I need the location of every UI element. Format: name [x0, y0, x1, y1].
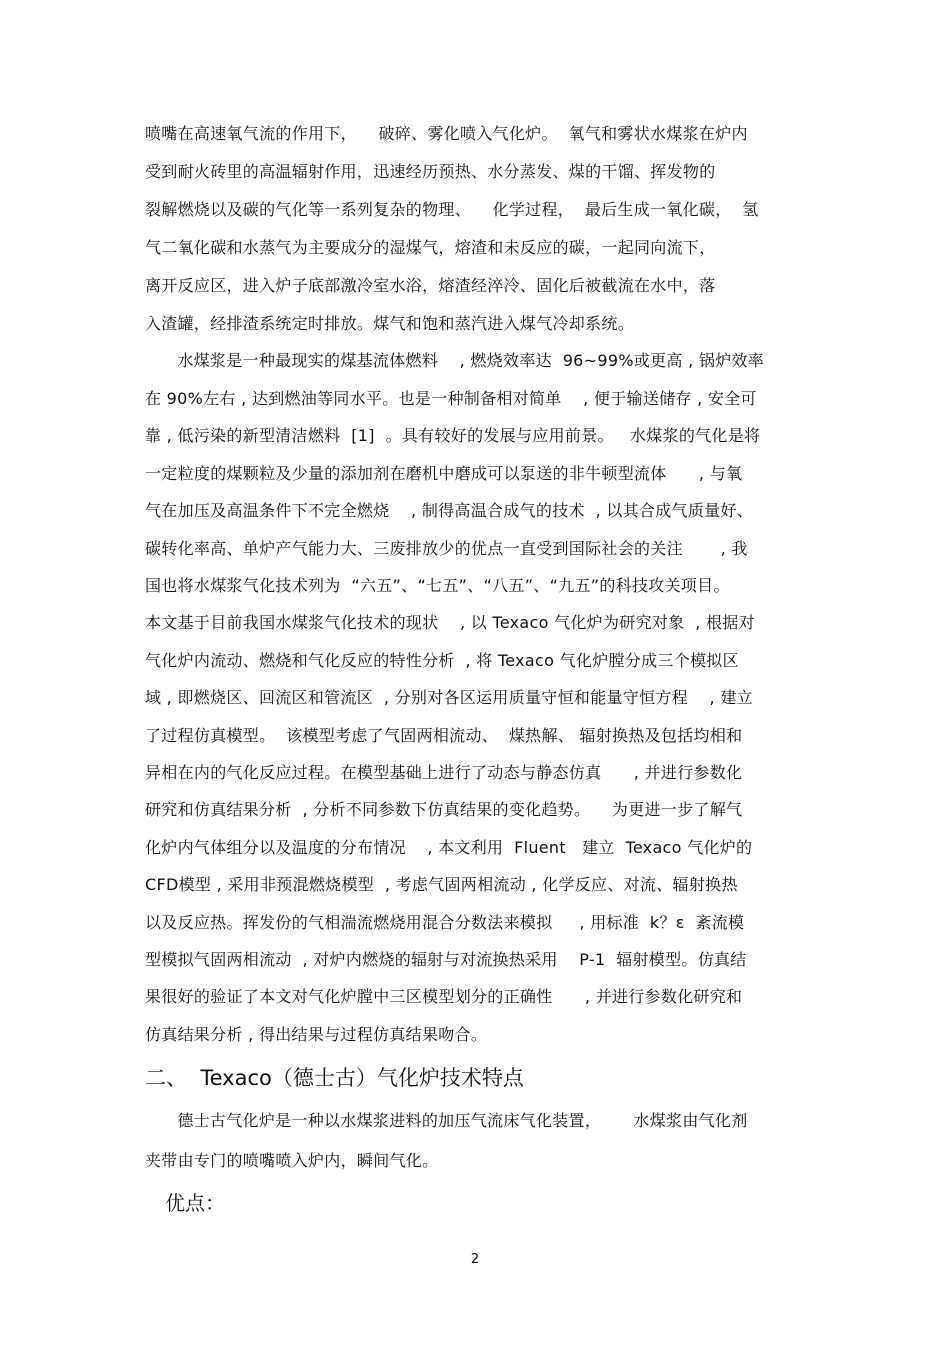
text-line: 喷嘴在高速氧气流的作用下， 破碎、雾化喷入气化炉。 氧气和雾状水煤浆在炉内: [145, 124, 748, 143]
text-line: 靠 , 低污染的新型清洁燃料 [1] 。具有较好的发展与应用前景。 水煤浆的气化是将: [145, 426, 761, 445]
text-line: 气二氧化碳和水蒸气为主要成分的湿煤气，熔渣和未反应的碳，一起同向流下，: [145, 238, 716, 257]
text-line: 域 , 即燃烧区、回流区和管流区 , 分别对各区运用质量守恒和能量守恒方程 , 建立: [145, 688, 753, 707]
advantages-label: 优点：: [165, 1191, 225, 1215]
text-line: 水煤浆是一种最现实的煤基流体燃料 , 燃烧效率达 96~99%或更高 , 锅炉效率: [145, 351, 765, 370]
text-line: 气在加压及高温条件下不完全燃烧 , 制得高温合成气的技术 , 以其合成气质量好、: [145, 501, 754, 520]
text-line: 气化炉内流动、燃烧和气化反应的特性分析 , 将 Texaco 气化炉膛分成三个模拟区: [145, 651, 739, 670]
text-line: 研究和仿真结果分析 , 分析不同参数下仿真结果的变化趋势。 为更进一步了解气: [145, 800, 743, 819]
text-line: 了过程仿真模型。 该模型考虑了气固两相流动、 煤热解、 辐射换热及包括均相和: [145, 726, 743, 745]
text-line: 德士古气化炉是一种以水煤浆进料的加压气流床气化装置， 水煤浆由气化剂: [145, 1111, 748, 1130]
text-line: 受到耐火砖里的高温辐射作用，迅速经历预热、水分蒸发、煤的干馏、挥发物的: [145, 162, 716, 181]
text-line: 异相在内的气化反应过程。在模型基础上进行了动态与静态仿真 , 并进行参数化: [145, 763, 743, 782]
text-line: 仿真结果分析 , 得出结果与过程仿真结果吻合。: [145, 1025, 488, 1044]
text-line: 本文基于目前我国水煤浆气化技术的现状 , 以 Texaco 气化炉为研究对象 , 根据对: [145, 613, 755, 632]
text-line: 以及反应热。挥发份的气相湍流燃烧用混合分数法来模拟 , 用标准 k？ε 紊流模: [145, 913, 745, 932]
text-line: 一定粒度的煤颗粒及少量的添加剂在磨机中磨成可以泵送的非牛顿型流体 , 与氧: [145, 464, 743, 483]
text-line: CFD模型 , 采用非预混燃烧模型 , 考虑气固两相流动 , 化学反应、对流、辐射换热: [145, 875, 738, 894]
text-line: 型模拟气固两相流动 , 对炉内燃烧的辐射与对流换热采用 P-1 辐射模型。仿真结: [145, 950, 747, 969]
text-line: 国也将水煤浆气化技术列为 “六五”、“七五”、“八五”、“九五”的科技攻关项目。: [145, 576, 730, 595]
section-heading: 二、 Texaco（德士古）气化炉技术特点: [145, 1066, 524, 1090]
text-line: 碳转化率高、单炉产气能力大、三废排放少的优点一直受到国际社会的关注 , 我: [145, 539, 748, 558]
text-line: 离开反应区，进入炉子底部激冷室水浴，熔渣经淬冷、固化后被截流在水中，落: [145, 276, 716, 295]
text-line: 果很好的验证了本文对气化炉膛中三区模型划分的正确性 , 并进行参数化研究和: [145, 987, 743, 1006]
text-line: 在 90%左右 , 达到燃油等同水平。也是一种制备相对简单 , 便于输送储存 , 安全可: [145, 389, 757, 408]
text-line: 入渣罐，经排渣系统定时排放。煤气和饱和蒸汽进入煤气冷却系统。: [145, 314, 635, 333]
text-line: 裂解燃烧以及碳的气化等一系列复杂的物理、 化学过程， 最后生成一氧化碳， 氢: [145, 200, 759, 219]
text-line: 化炉内气体组分以及温度的分布情况 , 本文利用 Fluent 建立 Texaco 气化炉的: [145, 838, 753, 857]
text-line: 夹带由专门的喷嘴喷入炉内，瞬间气化。: [145, 1151, 439, 1170]
page-number: 2: [470, 1252, 480, 1267]
